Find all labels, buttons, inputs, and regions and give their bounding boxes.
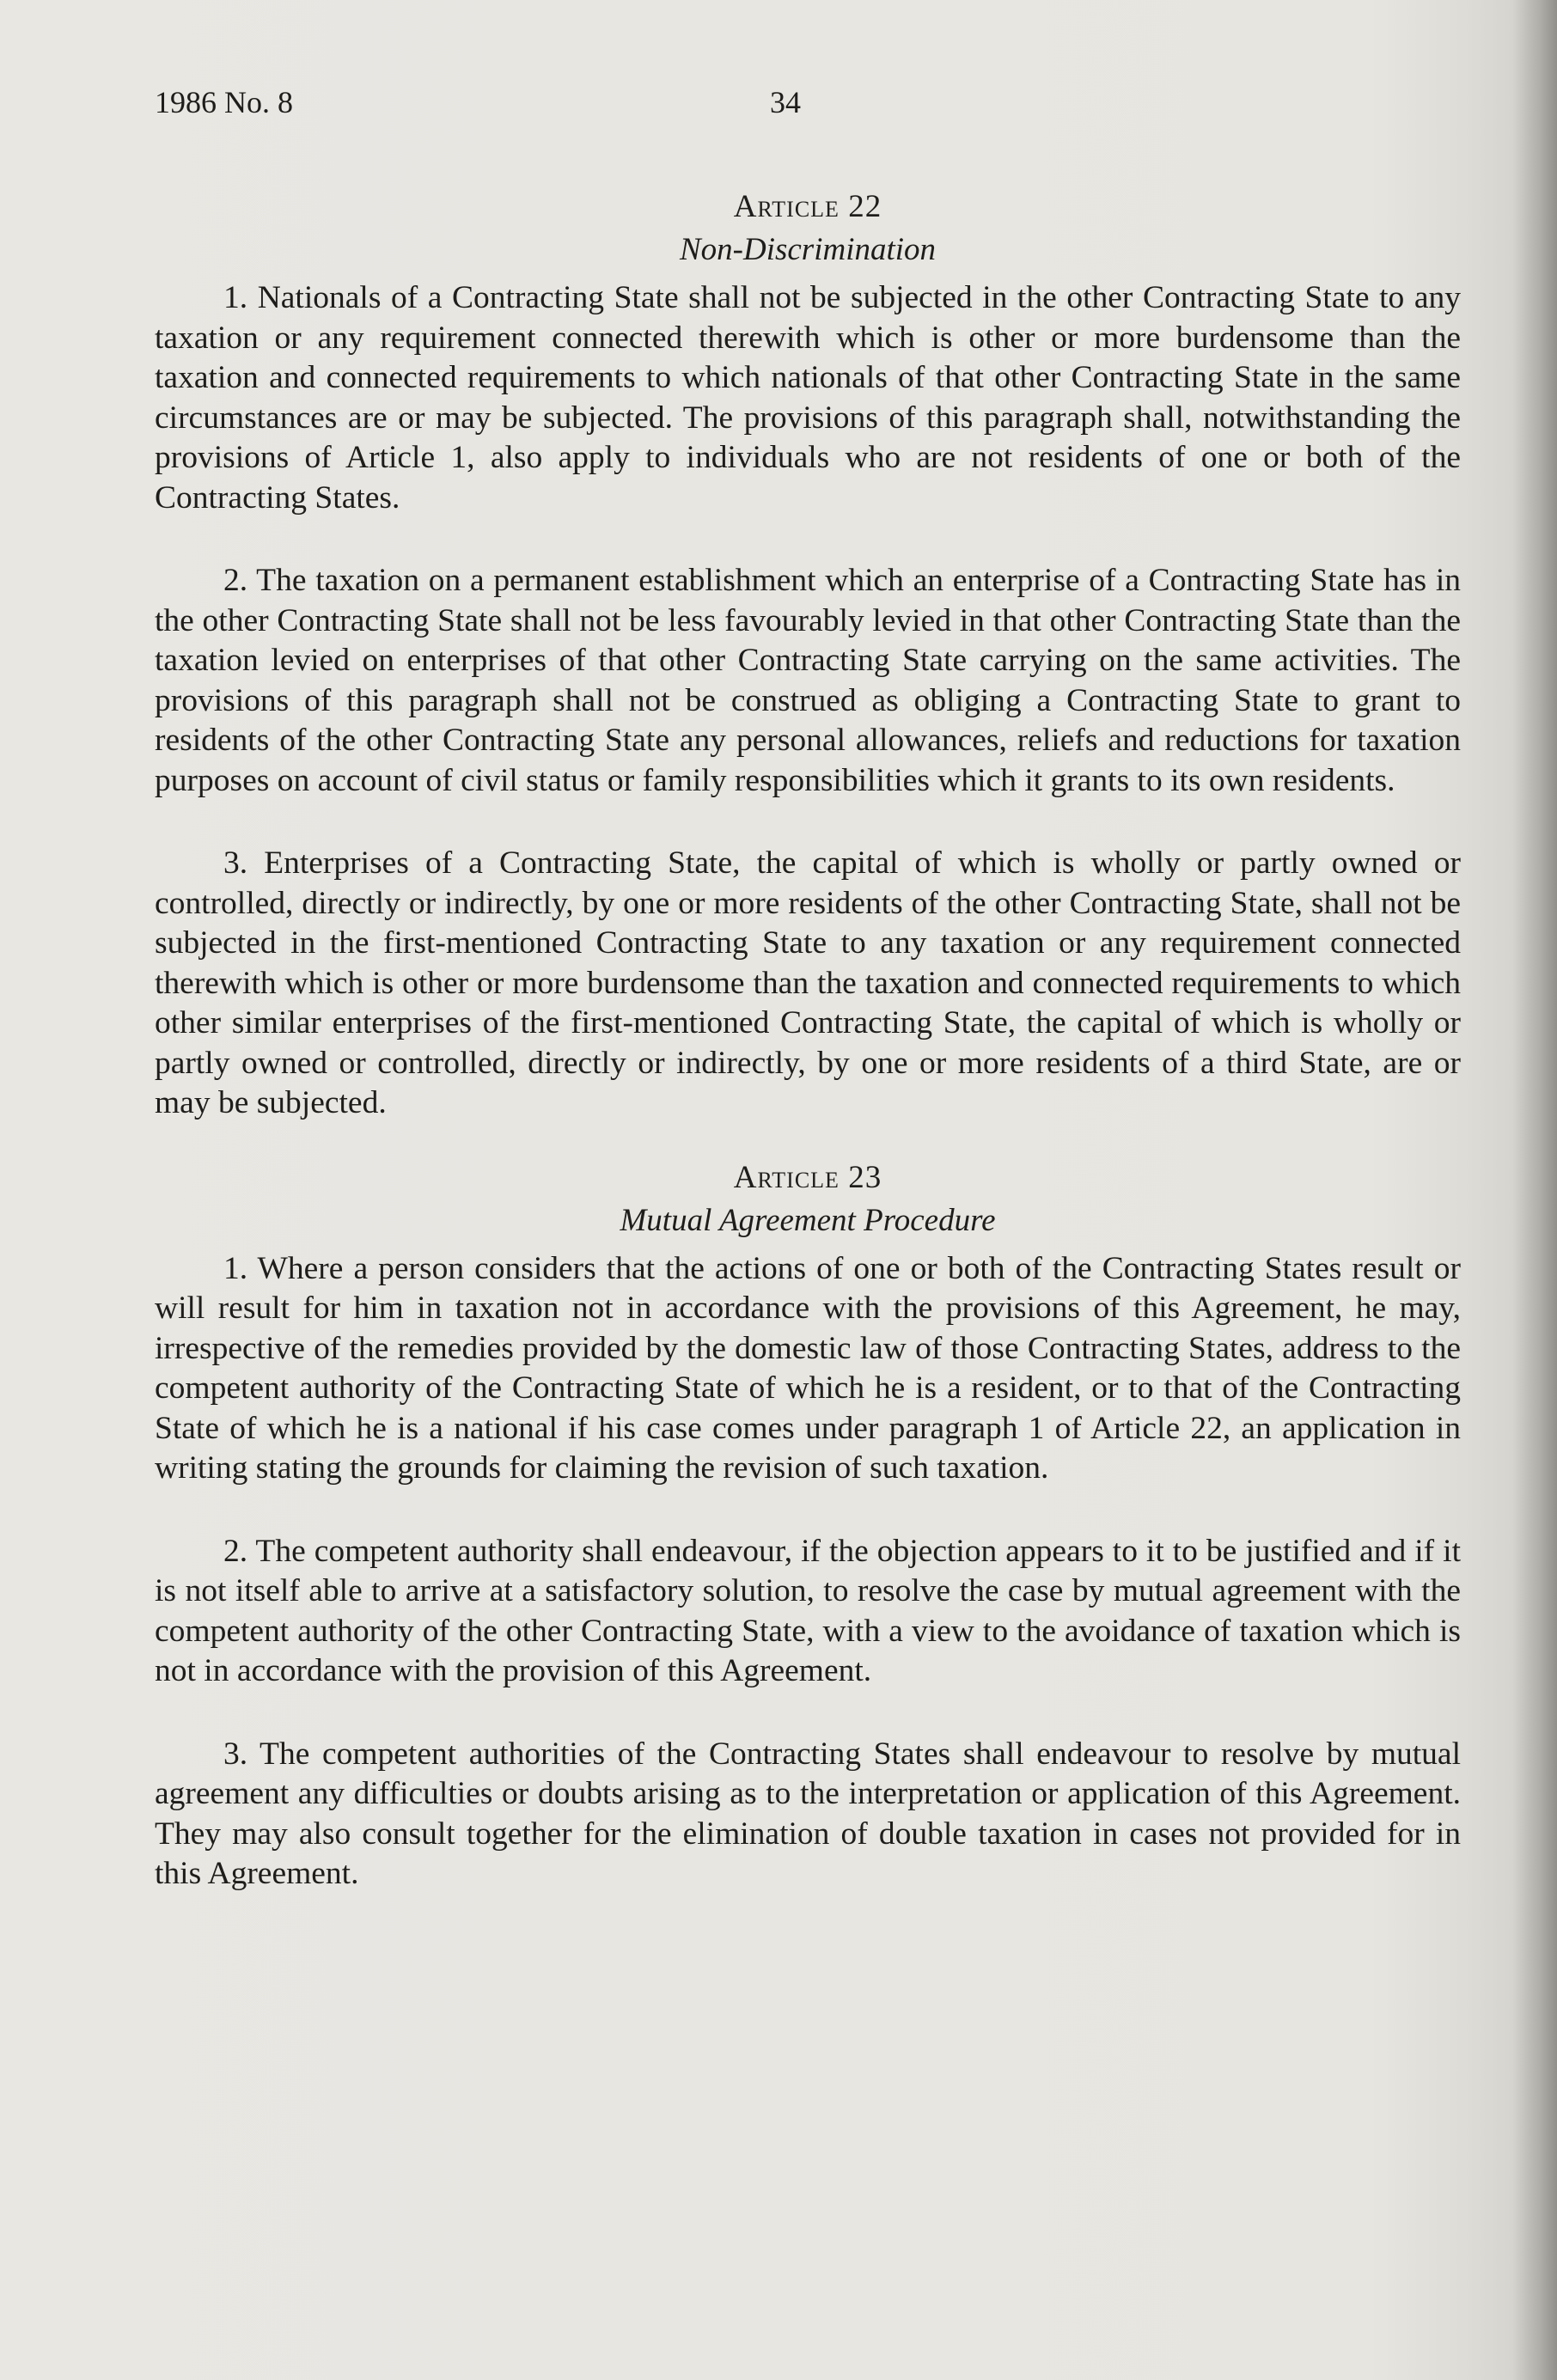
page-number: 34 bbox=[770, 85, 801, 119]
paragraph: 1. Where a person considers that the actions of one or both of the Contracting States result or will result for him in taxation not in accordance with the provisions of this Agreement, he may, irrespective of the remedies provided by the domestic law of those Contracting States, address to the competent authority of the Contracting State of which he is a resident, or to that of the Contracting State of which he is a national if his case comes under paragraph 1 of Article 22, an application in writing stating the grounds for claiming the revision of such taxation. bbox=[155, 1250, 1461, 1486]
page-body bbox=[155, 187, 1461, 1895]
running-head: 1986 No. 8 bbox=[155, 85, 293, 119]
paragraph: 3. The competent authorities of the Contracting States shall endeavour to resolve by mutual agreement any difficulties or doubts arising as to the interpretation or application of this Agreement. They may also consult together for the elimination of double taxation in cases not provided for in this Agreement. bbox=[155, 1736, 1461, 1891]
article-22 bbox=[155, 187, 1461, 1124]
page-gutter-shadow bbox=[1512, 0, 1557, 2380]
page-header bbox=[155, 84, 1461, 136]
article-heading: Article 23 bbox=[733, 1159, 882, 1195]
paragraph: 2. The competent authority shall endeavour, if the objection appears to it to be justified and if it is not itself able to arrive at a satisfactory solution, to resolve the case by mutual agreement with the competent authority of the other Contracting State, with a view to the avoidance of taxation which is not in accordance with the provision of this Agreement. bbox=[155, 1533, 1461, 1688]
paragraph: 2. The taxation on a permanent establishment which an enterprise of a Contracting State has in the other Contracting State shall not be less favourably levied in that other Contracting State than the taxation levied on enterprises of that other Contracting State carrying on the same activities. The provisions of this paragraph shall not be construed as obliging a Contracting State to grant to residents of the other Contracting State any personal allowances, reliefs and reductions for taxation purposes on account of civil status or family responsibilities which it grants to its own residents. bbox=[155, 563, 1461, 798]
article-heading: Article 22 bbox=[733, 189, 882, 224]
paragraph: 3. Enterprises of a Contracting State, the capital of which is wholly or partly owned or controlled, directly or indirectly, by one or more residents of the other Contracting State, shall not be subjected in the first-mentioned Contracting State to any taxation or any requirement connected therewith which is other or more burdensome than the taxation and connected requirements to which other similar enterprises of the first-mentioned Contracting State, the capital of which is wholly or partly owned or controlled, directly or indirectly, by one or more residents of a third State, are or may be subjected. bbox=[155, 845, 1461, 1120]
article-subtitle: Mutual Agreement Procedure bbox=[620, 1202, 996, 1238]
article-23 bbox=[155, 1158, 1461, 1895]
article-subtitle: Non-Discrimination bbox=[679, 232, 937, 267]
paragraph: 1. Nationals of a Contracting State shall not be subjected in the other Contracting State to any taxation or any requirement connected therewith which is other or more burdensome than the taxation and connected requirements to which nationals of that other Contracting State in the same circumstances are or may be subjected. The provisions of this paragraph shall, notwithstanding the provisions of Article 1, also apply to individuals who are not residents of one or both of the Contracting States. bbox=[155, 280, 1461, 516]
